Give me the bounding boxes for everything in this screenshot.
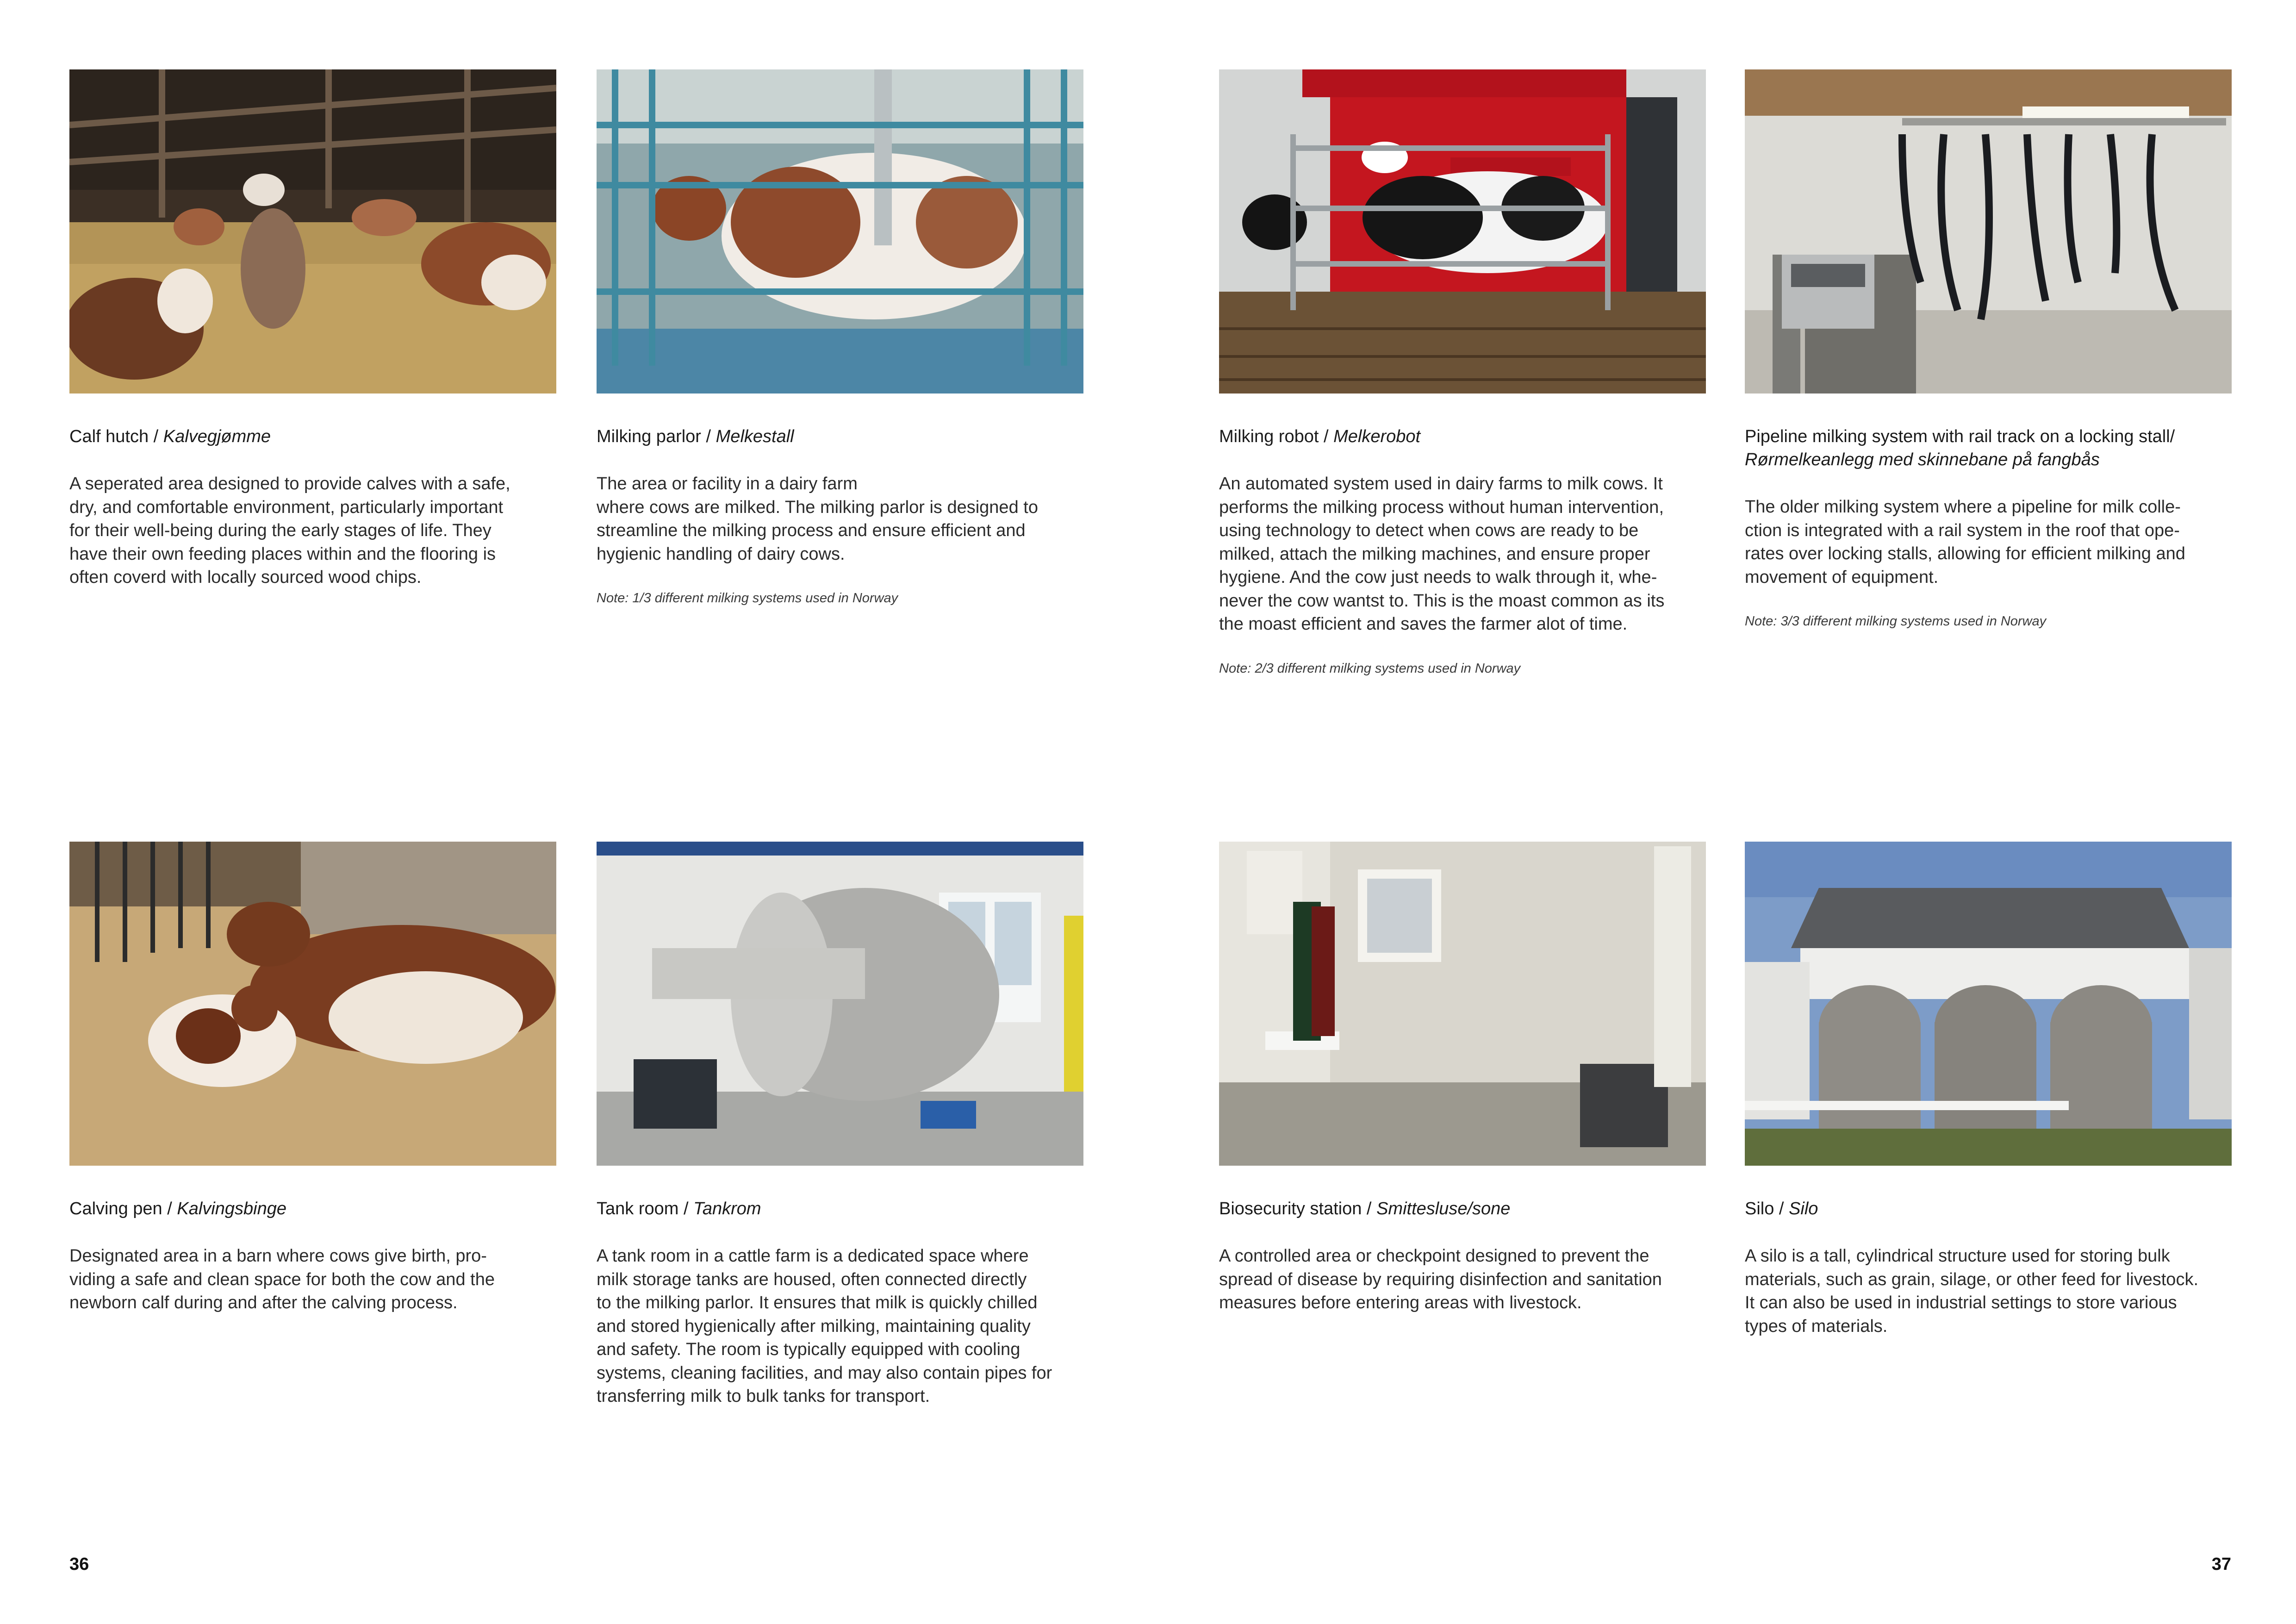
silo-description: A silo is a tall, cylindrical structure used for storing bulk materials, such as grain, silage, or other feed for livestock. It can also be used in industrial settings to store various types of materials. [1745, 1246, 2199, 1336]
entry-calving-pen [69, 842, 556, 1315]
silo-photo [1745, 842, 2232, 1166]
entry-silo [1745, 842, 2232, 1338]
tank-room-title: Tank room / Tankrom [597, 1199, 761, 1218]
entry-biosecurity [1219, 842, 1706, 1315]
calving-pen-photo [69, 842, 556, 1166]
biosecurity-title: Biosecurity station / Smittesluse/sone [1219, 1199, 1511, 1218]
tank-room-photo [597, 842, 1083, 1166]
calf-hutch-title: Calf hutch / Kalvegjømme [69, 427, 271, 446]
milking-robot-title: Milking robot / Melkerobot [1219, 427, 1421, 446]
entry-milking-robot [1219, 69, 1706, 676]
entry-calf-hutch [69, 69, 556, 589]
milking-parlor-note: Note: 1/3 different milking systems used in Norway [597, 591, 898, 606]
pipeline-milking-note: Note: 3/3 different milking systems used in Norway [1745, 614, 2047, 629]
page-number-left: 36 [69, 1555, 89, 1574]
milking-robot-description: An automated system used in dairy farms to milk cows. It performs the milking process without human intervention, using technology to detect when cows are ready to be milked, attach the milking machines, and ensure proper hygiene. And the cow just needs to walk through it, whe- never the cow wantst to. This is the moast common as its the moast efficient and saves the farmer alot of time. [1219, 474, 1665, 634]
biosecurity-description: A controlled area or checkpoint designed to prevent the spread of disease by requiring disinfection and sanitation measures before entering areas with livestock. [1219, 1246, 1662, 1312]
pipeline-milking-description: The older milking system where a pipeline for milk colle- ction is integrated with a rail system in the roof that ope- rates over locking stalls, allowing for efficient milking and movement of equipment. [1745, 497, 2185, 587]
pipeline-milking-title: Pipeline milking system with rail track on a locking stall/ Rørmelkeanlegg med skinnebane på fangbås [1745, 427, 2175, 469]
milking-parlor-description: The area or facility in a dairy farm where cows are milked. The milking parlor is designed to streamline the milking process and ensure efficient and hygienic handling of dairy cows. [597, 474, 1038, 564]
calf-hutch-description: A seperated area designed to provide calves with a safe, dry, and comfortable environment, particularly important for their well-being during the early stages of life. They have their own feeding places within and the flooring is often coverd with locally sourced wood chips. [69, 474, 510, 587]
calving-pen-description: Designated area in a barn where cows give birth, pro- viding a safe and clean space for both the cow and the newborn calf during and after the calving process. [69, 1246, 495, 1312]
tank-room-description: A tank room in a cattle farm is a dedicated space where milk storage tanks are housed, often connected directly to the milking parlor. It ensures that milk is quickly chilled and stored hygienically after milking, maintaining quality and safety. The room is typically equipped with cooling systems, cleaning facilities, and may also contain pipes for transferring milk to bulk tanks for transport. [597, 1246, 1052, 1406]
milking-parlor-title: Milking parlor / Melkestall [597, 427, 794, 446]
page-number-right: 37 [2211, 1555, 2231, 1574]
biosecurity-photo [1219, 842, 1706, 1166]
pipeline-milking-photo [1745, 69, 2232, 394]
entry-tank-room [597, 842, 1083, 1408]
milking-parlor-photo [597, 69, 1083, 394]
milking-robot-note: Note: 2/3 different milking systems used in Norway [1219, 661, 1521, 676]
entry-pipeline-milking [1745, 69, 2232, 629]
milking-robot-photo [1219, 69, 1706, 394]
calving-pen-title: Calving pen / Kalvingsbinge [69, 1199, 286, 1218]
silo-title: Silo / Silo [1745, 1199, 1818, 1218]
calf-hutch-photo [69, 69, 556, 394]
entry-milking-parlor [597, 69, 1083, 606]
